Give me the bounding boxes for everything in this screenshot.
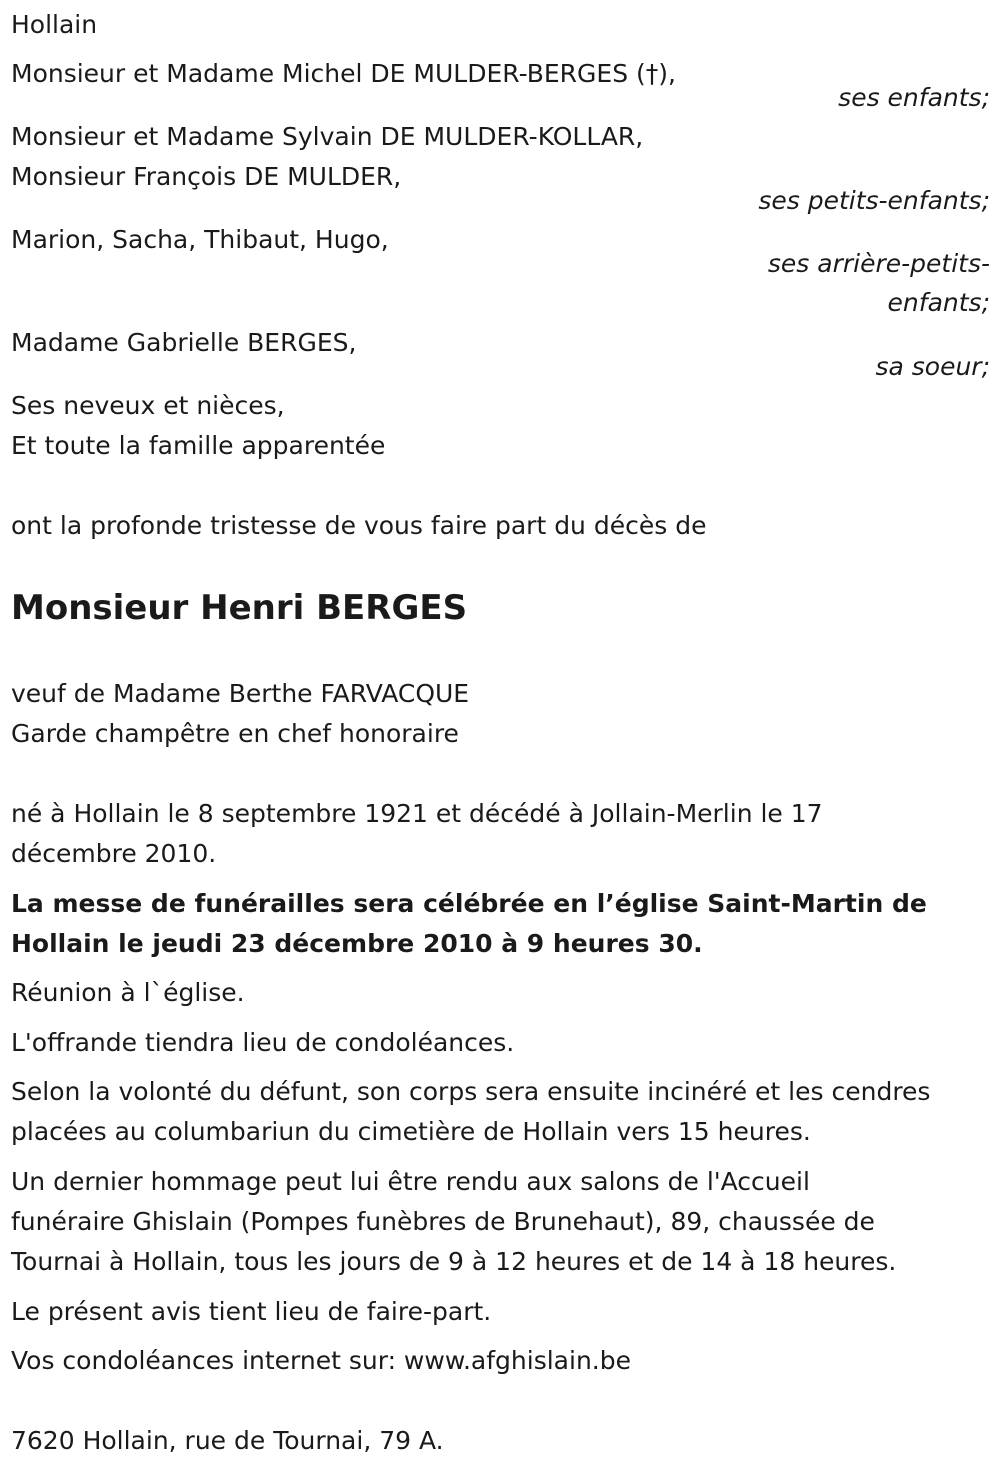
sister-label: sa soeur;	[875, 352, 990, 381]
grandchildren-label: ses petits-enfants;	[758, 186, 990, 215]
great-grandchildren-line: Marion, Sacha, Thibaut, Hugo,	[11, 225, 389, 254]
grandchildren-line-2: Monsieur François DE MULDER,	[11, 162, 402, 191]
nephews-line: Ses neveux et nièces,	[11, 391, 285, 420]
grandchildren-line-1: Monsieur et Madame Sylvain DE MULDER-KOLLAR,	[11, 122, 644, 151]
title-line: Garde champêtre en chef honoraire	[11, 719, 459, 748]
deceased-name: Monsieur Henri BERGES	[11, 588, 468, 628]
children-line: Monsieur et Madame Michel DE MULDER-BERGES (†),	[11, 59, 676, 88]
widower-line: veuf de Madame Berthe FARVACQUE	[11, 679, 470, 708]
meeting-text: Réunion à l`église.	[11, 978, 245, 1007]
condolences-text: Vos condoléances internet sur: www.afghislain.be	[11, 1346, 631, 1375]
offering-text: L'offrande tiendra lieu de condoléances.	[11, 1028, 515, 1057]
great-grandchildren-label-2: enfants;	[887, 288, 990, 317]
tribute-line-2: funéraire Ghislain (Pompes funèbres de Brunehaut), 89, chaussée de	[11, 1207, 875, 1236]
great-grandchildren-label-1: ses arrière-petits-	[767, 249, 990, 278]
cremation-line-1: Selon la volonté du défunt, son corps sera ensuite inciné​ré et les cendres	[11, 1077, 931, 1106]
location-heading: Hollain	[11, 10, 98, 39]
announcement-text: ont la profonde tristesse de vous faire part du décès de	[11, 511, 707, 540]
family-line: Et toute la famille apparentée	[11, 431, 386, 460]
address-text: 7620 Hollain, rue de Tournai, 79 A.	[11, 1426, 444, 1455]
tribute-line-1: Un dernier hommage peut lui être rendu aux salons de l'Accueil	[11, 1167, 810, 1196]
sister-line: Madame Gabrielle BERGES,	[11, 328, 357, 357]
funeral-mass-line-2: Hollain le jeudi 23 décembre 2010 à 9 heures 30.	[11, 929, 703, 958]
birth-death-line-1: né à Hollain le 8 septembre 1921 et décédé à Jollain-Merlin le 17	[11, 799, 823, 828]
birth-death-line-2: décembre 2010.	[11, 839, 217, 868]
funeral-mass-line-1: La messe de funérailles sera célébrée en l’église Saint-Martin de	[11, 889, 927, 918]
children-label: ses enfants;	[838, 83, 990, 112]
notice-text: Le présent avis tient lieu de faire-part.	[11, 1297, 492, 1326]
tribute-line-3: Tournai à Hollain, tous les jours de 9 à 12 heures et de 14 à 18 heures.	[11, 1247, 897, 1276]
cremation-line-2: placées au columbariun du cimetière de Hollain vers 15 heures.	[11, 1117, 811, 1146]
